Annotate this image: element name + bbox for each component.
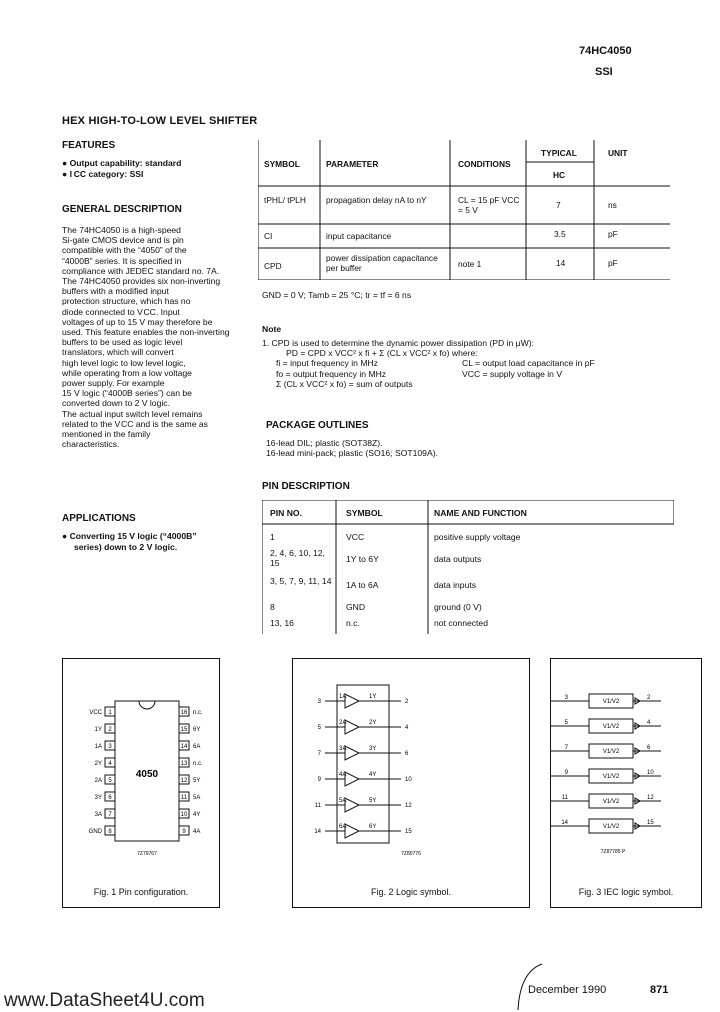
pin-number: 7: [108, 812, 112, 818]
iec-diagram: [551, 659, 701, 869]
pin-label: 2A: [94, 778, 102, 784]
pin-label: GND: [88, 829, 102, 835]
spec-cell-symbol: tPHL/ tPLH: [264, 195, 306, 205]
note-body: [262, 338, 682, 389]
buffer-gate: [345, 824, 359, 838]
pin-number: 5: [108, 778, 112, 784]
spec-cell-unit: ns: [608, 200, 617, 210]
text-line: mentioned in the family: [62, 429, 151, 440]
family-label: SSI: [595, 66, 613, 78]
input-pin-number: 9: [317, 777, 321, 783]
output-label: 4Y: [369, 772, 377, 778]
text-line: buffers with a modified input: [62, 286, 169, 297]
pin-number: 12: [180, 778, 188, 784]
spec-header-conditions: CONDITIONS: [458, 159, 511, 169]
watermark-url[interactable]: www.DataSheet4U.com: [4, 990, 205, 1011]
input-pin-number: 7: [564, 745, 568, 751]
output-pin-number: 2: [405, 699, 409, 705]
spec-header-parameter: PARAMETER: [326, 159, 379, 169]
figure-code: 7Z79767: [137, 851, 157, 857]
figure-code: 7Z87785 P: [600, 849, 626, 855]
note-def-row: Σ (CL x VCC² x fo) = sum of outputs: [276, 378, 413, 389]
output-label: 2Y: [369, 720, 377, 726]
list-item: ● I CC category: SSI: [62, 169, 144, 179]
pin-label: 3Y: [94, 795, 102, 801]
figure-caption: Fig. 2 Logic symbol.: [370, 887, 452, 897]
iec-box-label: V1/V2: [602, 699, 620, 705]
text-line: characteristics.: [62, 439, 120, 450]
text-line: buffers to be used as logic level: [62, 337, 183, 348]
spec-cell-parameter: power dissipation capacitance per buffer: [326, 253, 438, 273]
pin-label: 6Y: [193, 727, 201, 733]
input-pin-number: 5: [564, 720, 568, 726]
chip-label: 4050: [135, 769, 159, 780]
text-line: related to the V CC and is the same as: [62, 418, 208, 429]
output-pin-number: 12: [647, 795, 654, 801]
input-pin-number: 3: [564, 695, 568, 701]
dip-diagram: [63, 667, 219, 867]
buffer-gate: [345, 720, 359, 734]
output-label: 5Y: [369, 798, 377, 804]
pin-number: 9: [182, 829, 186, 835]
buffer-gate: [345, 694, 359, 708]
pin-label: 4A: [193, 829, 201, 835]
spec-cell-unit: pF: [608, 229, 618, 239]
part-number: 74HC4050: [579, 45, 632, 57]
input-label: 4A: [339, 772, 347, 778]
list-item: ● Output capability: standard: [62, 158, 182, 168]
page-number: 871: [650, 984, 669, 996]
pin-label: 3A: [94, 812, 102, 818]
pin-label: 1A: [94, 744, 102, 750]
input-pin-number: 11: [314, 803, 321, 809]
text-line: power supply. For example: [62, 378, 165, 389]
table-cell: 1Y to 6Y: [346, 554, 379, 564]
output-pin-number: 15: [647, 820, 654, 826]
general-description: [62, 225, 262, 449]
table-cell: VCC: [346, 532, 365, 542]
buffer-gate: [345, 772, 359, 786]
spec-cell-symbol: CPD: [264, 261, 282, 271]
note-def-row: fi = input frequency in MHz CL = output load capacitance in pF: [276, 358, 595, 369]
input-pin-number: 14: [561, 820, 568, 826]
pin-label: 2Y: [94, 761, 102, 767]
pin-label: VCC: [89, 710, 102, 716]
features-heading: FEATURES: [62, 140, 116, 151]
text-line: converted down to 2 V logic.: [62, 398, 170, 409]
output-pin-number: 10: [405, 777, 412, 783]
spec-cell-unit: pF: [608, 258, 618, 268]
figure-caption: Fig. 3 IEC logic symbol.: [578, 887, 674, 897]
text-line: used. This feature enables the non-inverting: [62, 327, 230, 338]
general-paragraph-1: [62, 225, 262, 276]
table-cell: ground (0 V): [434, 602, 482, 612]
package-heading: PACKAGE OUTLINES: [266, 420, 369, 431]
spec-cell-symbol: CI: [264, 231, 273, 241]
pin-number: 3: [108, 744, 112, 750]
table-cell: 13, 16: [270, 618, 294, 628]
pin-number: 15: [180, 727, 188, 733]
output-label: 6Y: [369, 824, 377, 830]
applications-heading: APPLICATIONS: [62, 513, 136, 524]
list-item: series) down to 2 V logic.: [74, 542, 178, 552]
figure-logic-symbol: [292, 658, 530, 908]
spec-header-typical: TYPICAL: [541, 148, 577, 158]
text-line: 15 V logic (“4000B series”) can be: [62, 388, 192, 399]
spec-cell-typical: 7: [556, 200, 561, 210]
text-line: compliance with JEDEC standard no. 7A.: [62, 265, 220, 276]
pin-description-heading: PIN DESCRIPTION: [262, 481, 350, 492]
features-list: [62, 158, 252, 180]
applications-list: [62, 531, 252, 553]
package-lines: [266, 438, 438, 458]
text-line: The actual input switch level remains: [62, 408, 203, 419]
output-label: 1Y: [369, 694, 377, 700]
pin-number: 2: [108, 727, 112, 733]
figure-caption: Fig. 1 Pin configuration.: [93, 887, 189, 897]
pin-number: 13: [180, 761, 188, 767]
general-paragraph-2: [62, 276, 262, 409]
pin-header: SYMBOL: [346, 508, 383, 518]
buffer-gate: [345, 746, 359, 760]
output-pin-number: 10: [647, 770, 654, 776]
general-paragraph-3: [62, 409, 262, 450]
input-pin-number: 9: [564, 770, 568, 776]
input-pin-number: 7: [317, 751, 321, 757]
spec-cell-conditions: CL = 15 pF VCC = 5 V: [458, 195, 520, 215]
output-label: 3Y: [369, 746, 377, 752]
spec-table: [258, 140, 670, 280]
pin-label: 5Y: [193, 778, 201, 784]
figure-iec-logic-symbol: [550, 658, 702, 908]
output-pin-number: 15: [405, 829, 412, 835]
output-pin-number: 12: [405, 803, 412, 809]
pin-label: n.c.: [193, 761, 203, 767]
table-cell: 1: [270, 532, 275, 542]
iec-box-label: V1/V2: [602, 824, 620, 830]
text-line: The 74HC4050 provides six non-inverting: [62, 276, 221, 287]
text-line: while operating from a low voltage: [62, 367, 192, 378]
spec-footnote: GND = 0 V; Tamb = 25 °C; tr = tf = 6 ns: [262, 290, 412, 300]
input-pin-number: 14: [314, 829, 321, 835]
general-heading: GENERAL DESCRIPTION: [62, 204, 182, 215]
input-pin-number: 5: [317, 725, 321, 731]
pin-number: 6: [108, 795, 112, 801]
package-line: 16-lead DIL; plastic (SOT38Z).: [266, 438, 383, 448]
package-line: 16-lead mini-pack; plastic (SO16; SOT109A).: [266, 448, 438, 459]
table-cell: not connected: [434, 618, 488, 628]
input-label: 5A: [339, 798, 347, 804]
input-label: 6A: [339, 824, 347, 830]
text-line: “4000B” series. It is specified in: [62, 255, 182, 266]
table-cell: data outputs: [434, 554, 482, 564]
output-pin-number: 6: [647, 745, 651, 751]
pin-header: NAME AND FUNCTION: [434, 508, 527, 518]
table-cell: GND: [346, 602, 366, 612]
pin-number: 11: [180, 795, 188, 801]
note-heading: Note: [262, 324, 282, 334]
table-cell: positive supply voltage: [434, 532, 521, 542]
input-pin-number: 3: [317, 699, 321, 705]
pin-label: 1Y: [94, 727, 102, 733]
input-label: 3A: [339, 746, 347, 752]
output-pin-number: 2: [647, 695, 651, 701]
spec-header-unit: UNIT: [608, 148, 628, 158]
text-line: high level logic to low level logic,: [62, 357, 186, 368]
pin-number: 10: [180, 812, 188, 818]
pin-number: 16: [180, 710, 188, 716]
text-line: protection structure, which has no: [62, 296, 191, 307]
symbol-frame: [337, 685, 389, 843]
pin-label: 6A: [193, 744, 201, 750]
footer-date: December 1990: [528, 984, 607, 996]
text-line: voltages of up to 15 V may therefore be: [62, 316, 213, 327]
table-cell: 8: [270, 602, 275, 612]
pin-number: 1: [108, 710, 112, 716]
iec-box-label: V1/V2: [602, 724, 620, 730]
page-title: HEX HIGH-TO-LOW LEVEL SHIFTER: [62, 115, 258, 127]
spec-header-symbol: SYMBOL: [264, 159, 300, 169]
table-cell: 2, 4, 6, 10, 12, 15: [270, 548, 325, 569]
table-cell: 3, 5, 7, 9, 11, 14: [270, 576, 332, 586]
pin-number: 4: [108, 761, 112, 767]
spec-cell-conditions: note 1: [458, 259, 482, 269]
spec-cell-parameter: input capacitance: [326, 231, 392, 241]
pin-header: PIN NO.: [270, 508, 302, 518]
input-pin-number: 11: [561, 795, 568, 801]
pin-number: 8: [108, 829, 112, 835]
pin-label: n.c.: [193, 710, 203, 716]
note-def-row: fo = output frequency in MHz VCC = supply voltage in V: [276, 368, 563, 379]
note-formula: PD = CPD x VCC² x fi + Σ (CL x VCC² x fo) where:: [286, 348, 478, 359]
table-cell: n.c.: [346, 618, 360, 628]
pin-label: 5A: [193, 795, 201, 801]
spec-cell-parameter: propagation delay nA to nY: [326, 195, 427, 205]
iec-box-label: V1/V2: [602, 749, 620, 755]
list-item: ● Converting 15 V logic (“4000B”: [62, 531, 197, 541]
text-line: Si-gate CMOS device and is pin: [62, 235, 184, 246]
spec-cell-typical: 14: [556, 258, 566, 268]
spec-header-hc: HC: [553, 170, 566, 180]
spec-cell-typical: 3.5: [554, 229, 566, 239]
figure-code: 7Z80776: [401, 851, 421, 857]
iec-box-label: V1/V2: [602, 774, 620, 780]
output-pin-number: 4: [647, 720, 651, 726]
logic-diagram: [293, 659, 529, 869]
output-pin-number: 4: [405, 725, 409, 731]
pin-number: 14: [180, 744, 188, 750]
text-line: diode connected to V CC. Input: [62, 306, 180, 317]
note-line: 1. CPD is used to determine the dynamic power dissipation (PD in μW):: [262, 338, 534, 348]
output-pin-number: 6: [405, 751, 409, 757]
input-label: 2A: [339, 720, 347, 726]
table-cell: data inputs: [434, 580, 477, 590]
text-line: translators, which will convert: [62, 347, 174, 358]
buffer-gate: [345, 798, 359, 812]
text-line: compatible with the “4050” of the: [62, 245, 187, 256]
pin-table: [262, 500, 674, 634]
input-label: 1A: [339, 694, 347, 700]
pin-label: 4Y: [193, 812, 201, 818]
iec-box-label: V1/V2: [602, 799, 620, 805]
text-line: The 74HC4050 is a high-speed: [62, 225, 181, 235]
figure-pin-configuration: [62, 658, 220, 908]
table-cell: 1A to 6A: [346, 580, 379, 590]
